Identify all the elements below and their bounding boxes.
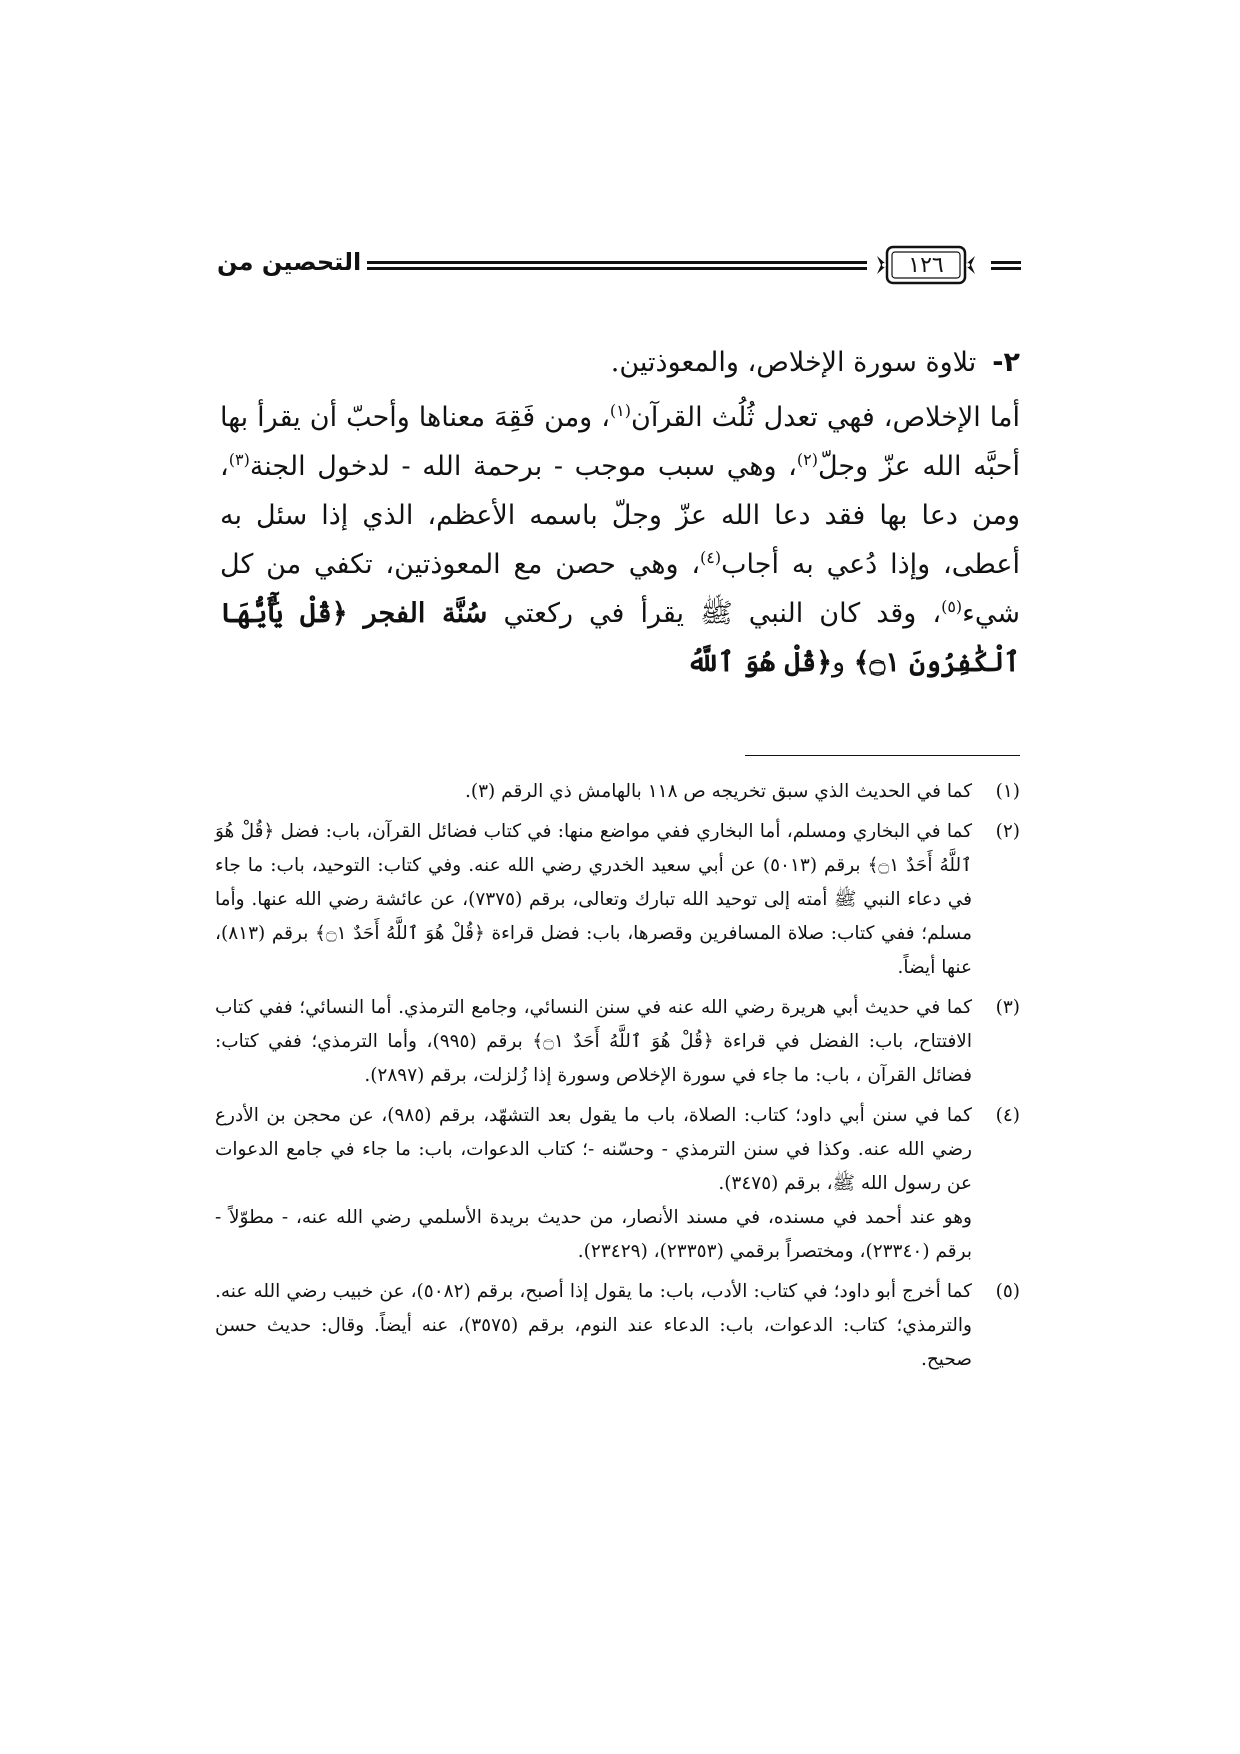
footnote-number: (٢) bbox=[995, 821, 1020, 842]
footnote bbox=[215, 1275, 1020, 1377]
text-segment: ، ومن فَقِهَ معناها وأحبّ أن يقرأ بها أحبَّه الله عزّ وجلّ bbox=[220, 402, 1020, 482]
page-number: ١٢٦ bbox=[908, 252, 944, 278]
header-rule-short bbox=[991, 261, 1021, 270]
page-header bbox=[217, 244, 1021, 296]
footnote-number: (٥) bbox=[995, 1281, 1020, 1302]
main-paragraph bbox=[220, 393, 1020, 687]
item-title: تلاوة سورة الإخلاص، والمعوذتين. bbox=[610, 347, 977, 378]
text-segment: ، ومن دعا بها فقد دعا الله عزّ وجلّ باسمه الأعظم، الذي إذا سئل به أعطى، وإذا دُعي به أجاب bbox=[220, 451, 1021, 580]
running-title: التحصين من bbox=[217, 248, 362, 276]
footnote-ref: (٥) bbox=[941, 597, 963, 616]
footnote-text: كما في سنن أبي داود؛ كتاب: الصلاة، باب ما يقول بعد التشهّد، برقم (٩٨٥)، عن محجن بن الأدرع رضي الله عنه. وكذا في سنن الترمذي - وحسّنه -؛ كتاب الدعوات، باب: ما جاء في جامع الدعوات عن رسول الله ﷺ، برقم (٣٤٧٥). bbox=[215, 1105, 972, 1194]
page-number-frame bbox=[873, 244, 979, 286]
text-segment: ، وهي حصن مع المعوذتين، تكفي من كل شيء bbox=[220, 549, 1020, 629]
header-rule bbox=[367, 261, 867, 270]
footnote-ref: (١) bbox=[609, 401, 632, 420]
footnote bbox=[215, 1099, 1020, 1269]
footnote-number: (١) bbox=[995, 781, 1020, 802]
footnote-ref: (٣) bbox=[228, 450, 250, 469]
text-segment bbox=[348, 598, 364, 629]
footnote-text: كما في الحديث الذي سبق تخريجه ص ١١٨ بالهامش ذي الرقم (٣). bbox=[464, 781, 972, 802]
footnote bbox=[215, 991, 1020, 1093]
footnote bbox=[215, 775, 1020, 809]
main-text bbox=[220, 338, 1020, 687]
footnote-text: وهو عند أحمد في مسنده، في مسند الأنصار، من حديث بريدة الأسلمي رضي الله عنه، - مطوّلاً - برقم (٢٣٣٤٠)، ومختصراً برقمي (٢٣٣٥٣)، (٢٣٤٢٩). bbox=[215, 1207, 972, 1262]
item-heading bbox=[220, 338, 1020, 387]
emphasized-text: سُنَّة الفجر bbox=[363, 598, 488, 629]
text-segment: و bbox=[832, 647, 854, 678]
text-segment: ، وقد كان النبي ﷺ يقرأ في ركعتي bbox=[487, 598, 942, 629]
footnote-number: (٤) bbox=[995, 1105, 1020, 1126]
footnote-ref: (٤) bbox=[700, 548, 722, 567]
footnote-text: كما في حديث أبي هريرة رضي الله عنه في سنن النسائي، وجامع الترمذي. أما النسائي؛ ففي كتاب الافتتاح، باب: الفضل في قراءة ﴿قُلْ هُوَ ٱللَّهُ أَحَدٌ ۝١﴾ برقم (٩٩٥)، وأما الترمذي؛ ففي كتاب: فضائل القرآن ، باب: ما جاء في سورة الإخلاص وسورة إذا زُلزلت، برقم (٢٨٩٧). bbox=[215, 997, 972, 1086]
footnote-text: كما في البخاري ومسلم، أما البخاري ففي مواضع منها: في كتاب فضائل القرآن، باب: فضل ﴿قُلْ هُوَ ٱللَّهُ أَحَدٌ ۝١﴾ برقم (٥٠١٣) عن أبي سعيد الخدري رضي الله عنه. وفي كتاب: التوحيد، باب: ما جاء في دعاء النبي ﷺ أمته إلى توحيد الله تبارك وتعالى، برقم (٧٣٧٥)، عن عائشة رضي الله عنها. وأما مسلم؛ ففي كتاب: صلاة المسافرين وقصرها، باب: فضل قراءة ﴿قُلْ هُوَ ٱللَّهُ أَحَدٌ ۝١﴾ برقم (٨١٣)، عنها أيضاً. bbox=[215, 821, 972, 978]
quran-verse: ﴿قُلْ يَٰٓأَيُّهَا ٱلْكَٰفِرُونَ ۝١﴾ bbox=[220, 598, 1020, 678]
footnote-number: (٣) bbox=[995, 997, 1020, 1018]
footnote bbox=[215, 815, 1020, 985]
text-segment: أما الإخلاص، فهي تعدل ثُلُث القرآن bbox=[631, 402, 1020, 433]
footnotes bbox=[215, 775, 1020, 1383]
footnote-separator bbox=[745, 755, 1020, 756]
item-number: ٢- bbox=[992, 347, 1020, 378]
text-segment: ، وهي سبب موجب - برحمة الله - لدخول الجنة bbox=[249, 451, 797, 482]
quran-verse: ﴿قُلْ هُوَ ٱللَّهُ bbox=[686, 647, 833, 678]
footnote-text: كما أخرج أبو داود؛ في كتاب: الأدب، باب: ما يقول إذا أصبح، برقم (٥٠٨٢)، عن خبيب رضي الله عنه. والترمذي؛ كتاب: الدعوات، باب: الدعاء عند النوم، برقم (٣٥٧٥)، عنه أيضاً. وقال: حديث حسن صحيح. bbox=[215, 1281, 972, 1370]
footnote-ref: (٢) bbox=[796, 450, 818, 469]
